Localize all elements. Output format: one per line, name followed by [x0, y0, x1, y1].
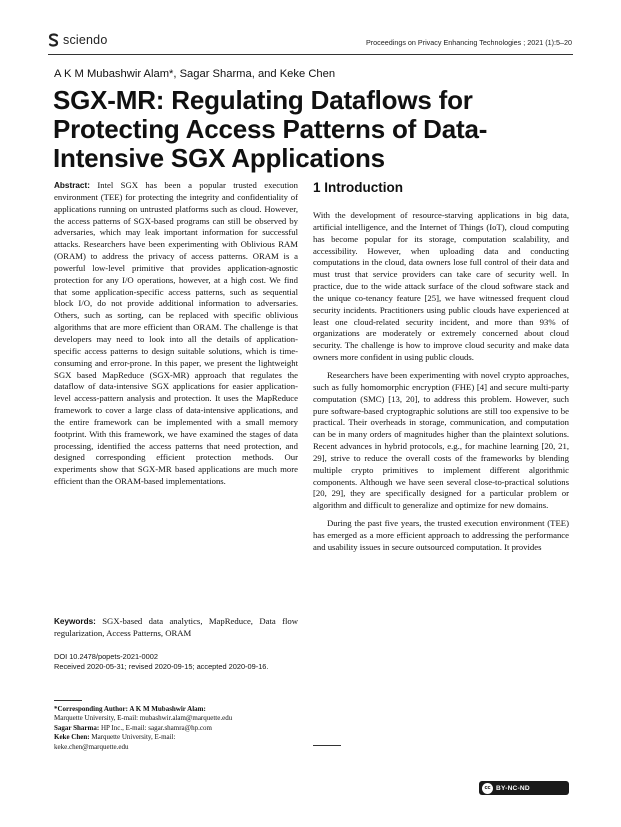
doi-link[interactable]: DOI 10.2478/popets-2021-0002	[54, 652, 158, 661]
keke-affiliation: Marquette University, E-mail:	[91, 733, 176, 742]
abstract	[54, 180, 298, 488]
journal-header: Proceedings on Privacy Enhancing Technologies ; 2021 (1):5–20	[365, 38, 572, 47]
keke-email: keke.chen@marquette.edu	[54, 742, 129, 751]
header-divider	[48, 54, 573, 55]
keywords	[54, 616, 298, 640]
keywords-text: SGX-based data analytics, MapReduce, Data flow regularization, Access Patterns, ORAM	[54, 616, 299, 638]
paragraph: During the past five years, the trusted execution environment (TEE) has emerged as a more efficient approach to addressing the performance and usability issues in secure outsourced computation. It provides	[313, 518, 569, 552]
creative-commons-icon: cc	[482, 783, 493, 794]
sagar-label: Sagar Sharma:	[54, 723, 100, 732]
section-title: 1 Introduction	[313, 180, 403, 195]
corresponding-author-label: *Corresponding Author: A K M Mubashwir Alam:	[54, 705, 206, 713]
introduction-body	[313, 210, 569, 560]
paragraph: Researchers have been experimenting with novel crypto approaches, such as fully homomorphic encryption (FHE) [4] and secure multi-party computation (SMC) [13, 20], to address this problem. However, such pure software-based cryptographic solutions are still too expensive to be practical. Their overheads in storage, communication, and computation can be in many orders of magnitudes higher than the plaintext solutions. Recent advances in hybrid protocols, e.g., for machine learning [20, 21, 29], strive to reduce the overall costs of the frameworks by blending multiple crypto primitives to implement different algorithmic components. Although we have seen several close-to-practical solutions [20, 29], they are specifically designed for a particular problem or algorithm and difficult to generalize and optimize for new domains.	[313, 369, 569, 511]
license-text: BY-NC-ND	[496, 784, 530, 792]
publisher-logo	[48, 33, 108, 47]
abstract-text: Intel SGX has been a popular trusted execution environment (TEE) for protecting the integrity and confidentiality of applications running on untrusted platforms such as cloud. However, the access patterns of SGX-based programs can still be observed by adversaries, which may leak important information for successful attacks. Researchers have been experimenting with Oblivious RAM (ORAM) to address the privacy of access patterns. ORAM is a powerful low-level primitive that provides application-agnostic protection for any I/O operations, however, at a high cost. We find that some application-specific access patterns, such as sequential block I/O, do not provide additional information to adversaries. Others, such as sorting, can be replaced with specific oblivious algorithms that are more efficient than ORAM. The challenge is that developers may need to look into all the details of application-specific access patterns to design suitable solutions, which is time-consuming and error-prone. In this paper, we present the lightweight SGX based MapReduce (SGX-MR) approach that regulates the dataflow of data-intensive SGX applications for easier application-level access-pattern analysis and protection. It uses the MapReduce framework to cover a large class of data-intensive applications, and the entire framework can be implemented with a small memory footprint. With this framework, we have examined the stages of data processing, identified the access patterns that need protection, and designed corresponding efficient protection methods. Our experiments show that SGX-MR based applications are much more efficient than the ORAM-based implementations.	[54, 180, 298, 487]
footnote-divider	[54, 700, 82, 701]
paper-title: SGX-MR: Regulating Dataflows for Protecting Access Patterns of Data-Intensive SGX Applications	[53, 85, 488, 173]
column-footnote-divider	[313, 745, 341, 746]
corresponding-author-affiliation: Marquette University, E-mail: mubashwir.alam@marquette.edu	[54, 714, 233, 723]
publication-info	[54, 652, 268, 672]
paragraph: With the development of resource-starving applications in big data, artificial intelligence, and the Internet of Things (IoT), cloud computing has become popular for its storage, computation scalability, and accessibility. However, when uploading data and conducting computations in the cloud, data owners lose full control of their data and must trust that service providers can take care of security well. In practice, due to the wide attack surface of the cloud software stack and the unique co-tenancy feature [25], we have witnessed frequent cloud security incidents. Practitioners using public clouds have experienced at least one cloud-related security incident, and more than 93% of organizations are moderately or extremely concerned about cloud security. The challenge is how to improve cloud security and make data owners more confident in using public clouds.	[313, 210, 569, 363]
cc-license-badge[interactable]	[479, 781, 569, 795]
author-list: A K M Mubashwir Alam*, Sagar Sharma, and Keke Chen	[54, 68, 336, 80]
keywords-label: Keywords:	[54, 617, 96, 626]
keke-label: Keke Chen:	[54, 733, 90, 742]
logo-text: sciendo	[63, 33, 108, 47]
sciendo-logo-icon	[48, 33, 59, 47]
received-dates: Received 2020-05-31; revised 2020-09-15; accepted 2020-09-16.	[54, 662, 269, 671]
abstract-label: Abstract:	[54, 181, 90, 190]
author-footnotes	[54, 705, 304, 752]
sagar-affiliation: HP Inc., E-mail: sagar.shamra@hp.com	[100, 723, 212, 732]
